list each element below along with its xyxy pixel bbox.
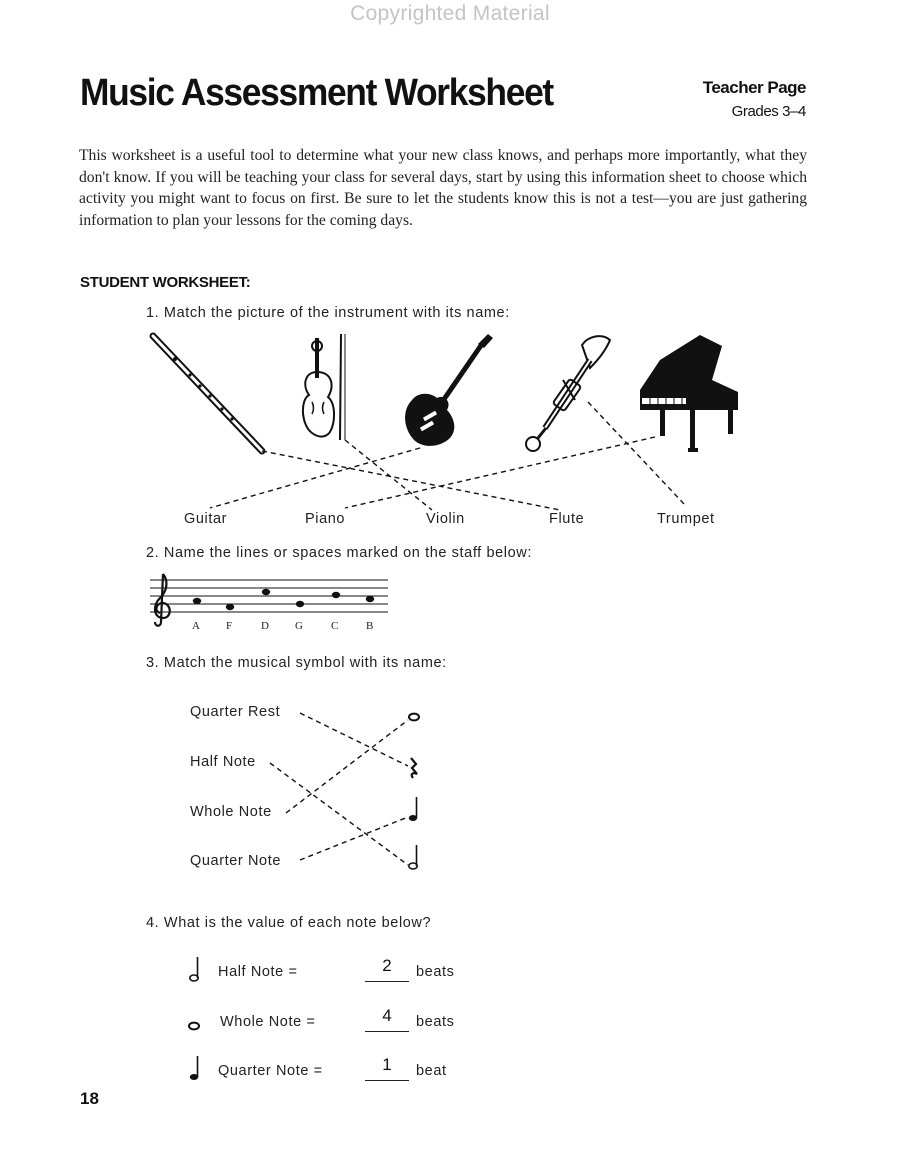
q4-half-note-blank — [365, 981, 409, 982]
staff-note-g — [296, 601, 304, 607]
q4-whole-note-unit: beats — [416, 1014, 455, 1030]
quarter-rest-icon — [411, 758, 417, 778]
staff-note-f — [226, 604, 234, 610]
trumpet-image — [526, 336, 610, 451]
question-1-prompt: 1. Match the picture of the instrument with its name: — [146, 305, 510, 321]
instrument-name-flute: Flute — [549, 511, 585, 527]
q4-quarter-note-unit: beat — [416, 1063, 447, 1079]
symbol-name-whole-note: Whole Note — [190, 804, 272, 820]
q4-quarter-note-blank — [365, 1080, 409, 1081]
half-note-icon — [409, 845, 417, 869]
staff-note-b — [366, 596, 374, 602]
page-number: 18 — [80, 1089, 99, 1108]
q4-half-note-unit: beats — [416, 964, 455, 980]
instrument-name-guitar: Guitar — [184, 511, 228, 527]
instrument-name-trumpet: Trumpet — [657, 511, 715, 527]
q4-whole-note-label: Whole Note = — [220, 1014, 316, 1030]
whole-note-icon — [409, 714, 419, 721]
q4-whole-note-answer: 4 — [382, 1006, 392, 1025]
q4-half-note-icon — [190, 957, 198, 981]
staff-letter-f: F — [226, 620, 233, 632]
q4-whole-note-icon — [189, 1023, 199, 1030]
staff-letter-d: D — [261, 620, 269, 632]
guitar-image — [405, 334, 493, 446]
symbol-name-quarter-note: Quarter Note — [190, 853, 282, 869]
symbol-name-half-note: Half Note — [190, 754, 256, 770]
staff-note-d — [262, 589, 270, 595]
q3-match-lines — [270, 713, 408, 865]
question-2-prompt: 2. Name the lines or spaces marked on the staff below: — [146, 545, 532, 561]
question-3-prompt: 3. Match the musical symbol with its name: — [146, 655, 447, 671]
flute-image — [153, 336, 262, 451]
piano-image — [640, 335, 738, 452]
symbol-name-quarter-rest: Quarter Rest — [190, 704, 281, 720]
music-staff — [150, 580, 388, 612]
violin-image — [303, 334, 345, 440]
quarter-note-icon — [409, 797, 417, 821]
treble-clef-icon — [155, 574, 170, 626]
q4-half-note-label: Half Note = — [218, 964, 298, 980]
grades-label: Grades 3–4 — [731, 103, 806, 120]
q4-quarter-note-answer: 1 — [382, 1055, 392, 1074]
staff-note-c — [332, 592, 340, 598]
q4-quarter-note-label: Quarter Note = — [218, 1063, 323, 1079]
q4-whole-note-blank — [365, 1031, 409, 1032]
intro-paragraph: This worksheet is a useful tool to determine what your new class knows, and perhaps more importantly, what they don't know. If you will be teaching your class for several days, start by using this information sheet to choose which activity you might want to focus on first. Be sure to let the students know this is not a test—you are just gathering information to plan your lessons for the coming days. — [79, 147, 807, 229]
q4-half-note-answer: 2 — [382, 956, 392, 975]
section-heading: STUDENT WORKSHEET: — [80, 274, 251, 291]
instrument-name-piano: Piano — [305, 511, 346, 527]
question-4-prompt: 4. What is the value of each note below? — [146, 915, 432, 931]
copyright-watermark: Copyrighted Material — [350, 2, 550, 25]
staff-letter-b: B — [366, 620, 374, 632]
teacher-page-label: Teacher Page — [702, 78, 806, 97]
staff-letter-g: G — [295, 620, 303, 632]
staff-notes — [193, 589, 374, 610]
staff-letter-a: A — [192, 620, 200, 632]
page-title: Music Assessment Worksheet — [80, 72, 553, 114]
q4-quarter-note-icon — [190, 1056, 198, 1080]
staff-letter-c: C — [331, 620, 339, 632]
instrument-name-violin: Violin — [426, 511, 465, 527]
staff-note-a — [193, 598, 201, 604]
